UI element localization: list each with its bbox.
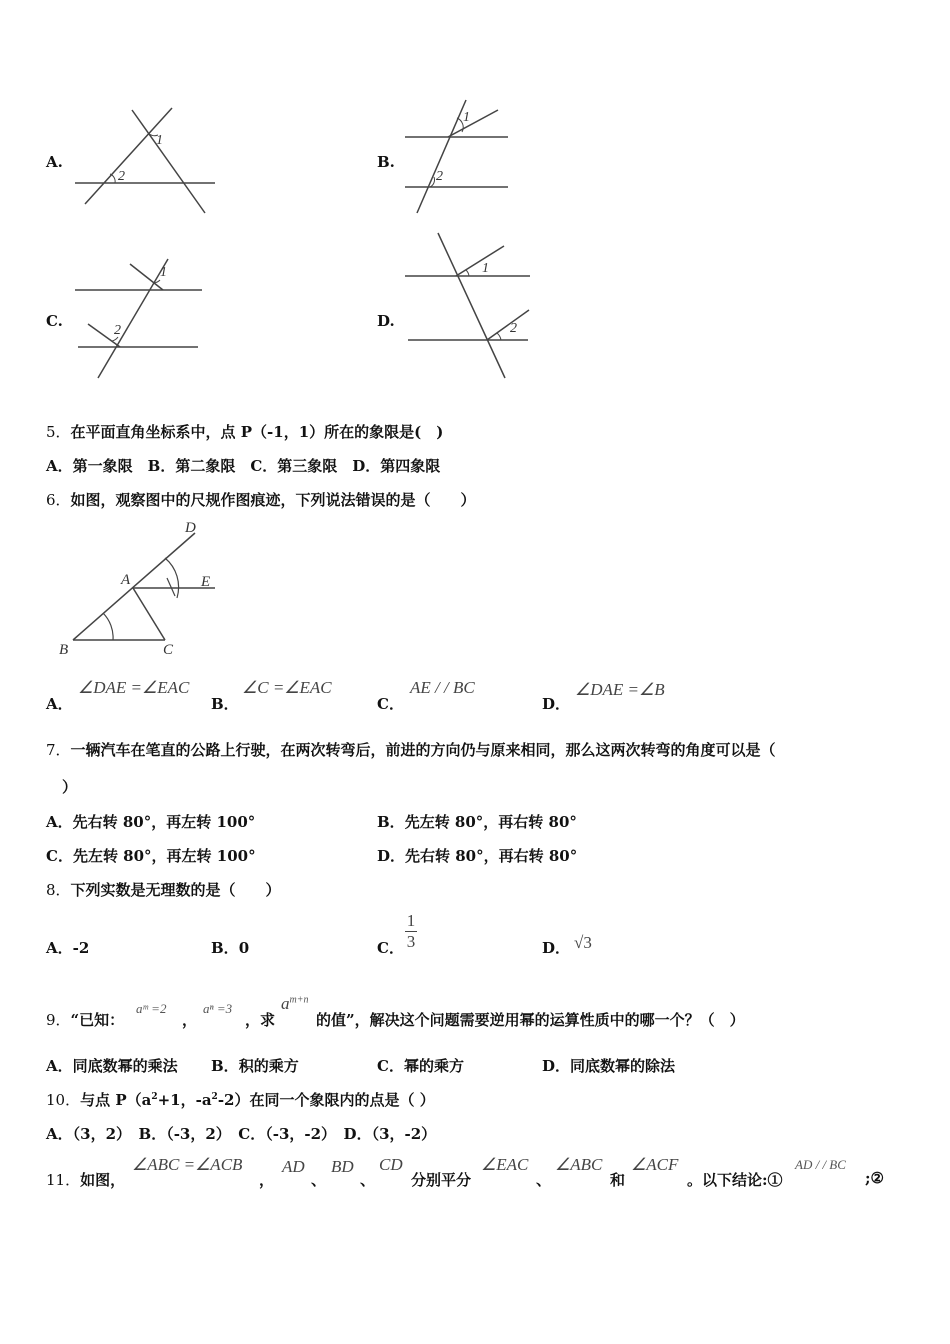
- q6-option-b-expr: ∠C =∠EAC: [242, 678, 332, 697]
- q11-expr-cd: CD: [379, 1155, 403, 1174]
- q7-option-b-letter: B．: [377, 813, 405, 831]
- q8-option-d-letter: D．: [542, 939, 571, 957]
- q11-he: 和: [610, 1171, 626, 1189]
- q8-option-c-letter: C．: [377, 939, 404, 957]
- q5-number: 5．: [46, 423, 71, 441]
- q11-end: ;②: [865, 1169, 884, 1187]
- q11-dun3: 、: [536, 1171, 552, 1189]
- q4-option-c-letter: C.: [46, 312, 63, 330]
- q8-fraction-numerator: 1: [406, 911, 416, 930]
- q7-option-d: [377, 845, 577, 866]
- q8-option-b: [211, 937, 249, 958]
- q6-option-a-letter: A．: [46, 695, 73, 713]
- q11-expr-ad-parallel-bc: AD / / BC: [795, 1157, 846, 1172]
- q11-mid: 分别平分: [411, 1171, 472, 1189]
- q4b-angle1-label: 1: [463, 110, 470, 125]
- q9-option-c-letter: C．: [377, 1057, 404, 1075]
- q7-option-c-letter: C．: [46, 847, 73, 865]
- q9-option-b-text: 积的乘方: [238, 1057, 299, 1075]
- q4-figure-b: [400, 95, 520, 220]
- q6-figure: [55, 518, 225, 660]
- q4a-angle1-label: 1: [156, 133, 163, 148]
- q9-expr-amn-exp: m+n: [289, 994, 309, 1006]
- q4c-angle1-label: 1: [160, 265, 167, 280]
- q9-option-d-letter: D．: [542, 1057, 571, 1075]
- q11-pre: 如图，: [80, 1171, 126, 1189]
- q9-expr-amn-base: a: [281, 994, 290, 1013]
- q10-stem-mid: +1，-a: [157, 1091, 212, 1109]
- q9-post: 的值”，解决这个问题需要逆用幂的运算性质中的哪一个？（ ）: [316, 1011, 745, 1029]
- q6-option-c-expr: AE / / BC: [410, 678, 475, 697]
- q9-option-c: [377, 1055, 464, 1076]
- q8-option-a-letter: A．: [46, 939, 73, 957]
- q8-number: 8．: [46, 881, 71, 899]
- q4-option-d-letter: D.: [377, 312, 395, 330]
- q11-dun1: 、: [311, 1171, 327, 1189]
- q9-option-a-text: 同底数幂的乘法: [72, 1057, 178, 1075]
- q6-stem: 如图，观察图中的尺规作图痕迹，下列说法错误的是（ ）: [70, 491, 476, 509]
- q9-option-b-letter: B．: [211, 1057, 239, 1075]
- q4-option-a-letter: A.: [46, 153, 63, 171]
- q11-expr-abc-acb: ∠ABC =∠ACB: [132, 1155, 243, 1174]
- q10-sup1: 2: [151, 1092, 158, 1102]
- q6-option-d-letter: D．: [542, 695, 571, 713]
- q10-number: 10．: [46, 1091, 81, 1109]
- q7-option-b: [377, 811, 577, 832]
- question-7: [46, 739, 776, 760]
- q4-option-b-letter: B.: [377, 153, 395, 171]
- q6-number: 6．: [46, 491, 71, 509]
- q7-option-a-letter: A．: [46, 813, 73, 831]
- q9-expr-an: aⁿ =3: [203, 1001, 233, 1016]
- question-5: [46, 421, 443, 442]
- q11-expr-ad: AD: [282, 1157, 305, 1176]
- q9-option-a: [46, 1055, 178, 1076]
- q10-stem-pre: 与点 P（a: [80, 1091, 152, 1109]
- q9-expr-am: aᵐ =2: [136, 1001, 167, 1016]
- q6-label-e: E: [201, 574, 211, 590]
- q6-label-a: A: [121, 572, 131, 588]
- q10-stem-post: -2）在同一个象限内的点是（ ）: [217, 1091, 435, 1109]
- q9-option-a-letter: A．: [46, 1057, 73, 1075]
- question-10: [46, 1089, 435, 1110]
- q6-option-b-letter: B．: [211, 695, 239, 713]
- q9-number: 9．: [46, 1011, 71, 1029]
- q7-stem-line2: ）: [62, 778, 78, 796]
- q6-option-d-expr: ∠DAE =∠B: [575, 680, 665, 699]
- q7-option-d-text: 先右转 80°，再右转 80°: [405, 847, 578, 865]
- q11-expr-bd: BD: [331, 1157, 354, 1176]
- q4-figure-a: [70, 100, 220, 220]
- q6-label-b: B: [59, 642, 69, 658]
- question-9: [46, 1009, 124, 1030]
- q7-option-a-text: 先右转 80°，再左转 100°: [72, 813, 256, 831]
- q10-sup2: 2: [211, 1092, 218, 1102]
- q8-option-c-fraction: [405, 911, 417, 952]
- q4d-angle1-label: 1: [482, 261, 489, 276]
- q4c-angle2-label: 2: [114, 323, 121, 338]
- q8-option-a-text: -2: [72, 939, 90, 957]
- q11-number: 11．: [46, 1171, 81, 1189]
- q5-options: A．第一象限 B．第二象限 C．第三象限 D．第四象限: [46, 457, 441, 475]
- q4b-angle2-label: 2: [436, 169, 443, 184]
- q11-expr-eac: ∠EAC: [481, 1155, 529, 1174]
- q11-comma1: ，: [259, 1171, 275, 1189]
- q9-pre: “已知：: [70, 1011, 125, 1029]
- q9-sep1: ，: [182, 1011, 198, 1029]
- question-11: [46, 1169, 125, 1190]
- q9-option-d: [542, 1055, 675, 1076]
- q7-option-c: [46, 845, 256, 866]
- q8-fraction-denominator: 3: [406, 932, 416, 951]
- q6-option-a-expr: ∠DAE =∠EAC: [78, 678, 190, 697]
- q7-number: 7．: [46, 741, 71, 759]
- q4a-angle2-label: 2: [118, 169, 125, 184]
- q7-option-a: [46, 811, 255, 832]
- q8-option-a: [46, 937, 89, 958]
- q11-expr-abc: ∠ABC: [555, 1155, 603, 1174]
- q6-option-c-letter: C．: [377, 695, 404, 713]
- q8-option-b-letter: B．: [211, 939, 239, 957]
- q8-stem: 下列实数是无理数的是（ ）: [70, 881, 281, 899]
- q4d-angle2-label: 2: [510, 321, 517, 336]
- q9-option-d-text: 同底数幂的除法: [570, 1057, 676, 1075]
- q11-expr-acf: ∠ACF: [631, 1155, 679, 1174]
- q6-label-d: D: [185, 520, 196, 536]
- q7-stem-line1: 一辆汽车在笔直的公路上行驶，在两次转弯后，前进的方向仍与原来相同，那么这两次转弯的角度可以是（: [70, 741, 776, 759]
- q7-option-b-text: 先左转 80°，再右转 80°: [404, 813, 577, 831]
- question-6: [46, 489, 476, 510]
- q6-label-c: C: [163, 642, 174, 658]
- q5-stem: 在平面直角坐标系中，点 P（-1，1）所在的象限是( ): [70, 423, 444, 441]
- q4-figure-c: [70, 252, 215, 384]
- q11-dun2: 、: [360, 1171, 376, 1189]
- q9-expr-amn: [281, 994, 308, 1014]
- q10-options: A．（3，2） B．（-3，2） C．（-3，-2） D．（3，-2）: [46, 1125, 437, 1143]
- q9-mid: ，求: [245, 1011, 276, 1029]
- q8-option-d-sqrt: √3: [574, 933, 592, 952]
- q9-option-c-text: 幂的乘方: [403, 1057, 464, 1075]
- question-8: [46, 879, 281, 900]
- q7-option-d-letter: D．: [377, 847, 406, 865]
- q8-option-b-text: 0: [238, 939, 250, 957]
- q9-option-b: [211, 1055, 299, 1076]
- q4-figure-d: [400, 228, 535, 383]
- q11-post: 。以下结论:①: [687, 1171, 783, 1189]
- q7-option-c-text: 先左转 80°，再左转 100°: [72, 847, 256, 865]
